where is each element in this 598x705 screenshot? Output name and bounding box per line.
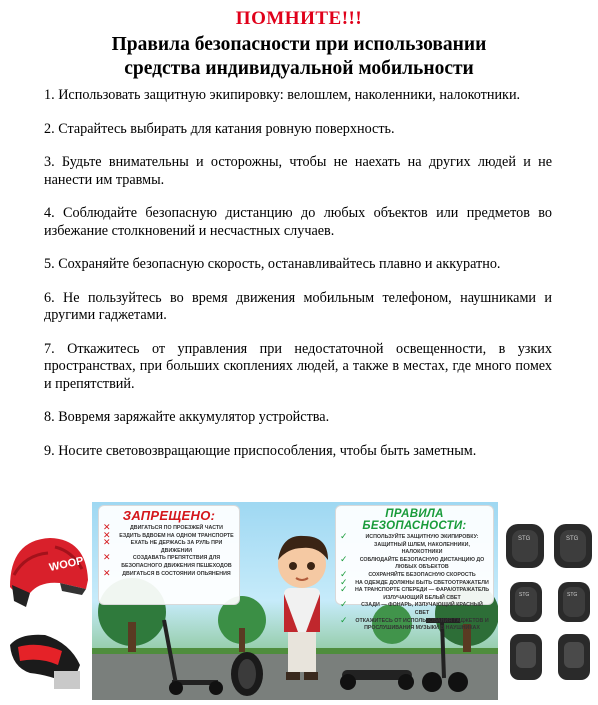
pad-logo: STG [566, 536, 579, 542]
pad-logo: STG [567, 592, 578, 598]
forbidden-item: ✕ ДВИГАТЬСЯ ПО ПРОЕЗЖЕЙ ЧАСТИ [117, 525, 236, 533]
safety-rule-item: ✓ СОХРАНЯЙТЕ БЕЗОПАСНУЮ СКОРОСТЬ [354, 572, 490, 580]
safety-rule-item: ✓ СЗАДИ — ФОНАРЬ, ИЗЛУЧАЮЩИЙ КРАСНЫЙ СВЕТ [354, 602, 490, 617]
rule-item: 6. Не пользуйтесь во время движения мобильным телефоном, наушниками и другими гаджетами. [44, 289, 552, 323]
safety-rule-item: ✓ ИСПОЛЬЗУЙТЕ ЗАЩИТНУЮ ЭКИПИРОВКУ: ЗАЩИТНЫЙ ШЛЕМ, НАКОЛЕННИКИ, НАЛОКОТНИКИ [354, 534, 490, 557]
pads-illustration [500, 510, 598, 700]
elbow-pad-icon [510, 582, 542, 622]
helmet-illustration [0, 525, 92, 700]
rules-list [44, 87, 552, 476]
rule-item: 4. Соблюдайте безопасную дистанцию до любых объектов или предметов во избежание столкновений и несчастных случаев. [44, 205, 552, 239]
forbidden-title: ЗАПРЕЩЕНО: [122, 508, 216, 523]
forbidden-panel [98, 505, 240, 605]
protective-gear-right [500, 510, 598, 700]
elbow-pad-icon [558, 582, 590, 622]
glove-icon [510, 634, 542, 680]
rule-item: 3. Будьте внимательны и осторожны, чтобы не наехать на других людей и не нанести им травмы. [44, 154, 552, 188]
glove-icon [558, 634, 590, 680]
safety-rules-panel [335, 505, 494, 632]
rule-item: 7. Откажитесь от управления при недостаточной освещенности, в узких пространствах, при больших скоплениях людей, а также в местах, где много помех и препятствий. [44, 340, 552, 392]
knee-pad-icon [506, 524, 544, 568]
safety-rule-item: ✓ НА ОДЕЖДЕ ДОЛЖНЫ БЫТЬ СВЕТООТРАЖАТЕЛИ [354, 580, 490, 588]
forbidden-item: ✕ ЕЗДИТЬ ВДВОЕМ НА ОДНОМ ТРАНСПОРТЕ [117, 533, 236, 541]
forbidden-item: ✕ ДВИГАТЬСЯ В СОСТОЯНИИ ОПЬЯНЕНИЯ [117, 571, 236, 579]
title-line-2: средства индивидуальной мобильности [124, 58, 474, 79]
pad-logo: STG [519, 592, 530, 598]
forbidden-list [99, 525, 239, 578]
rule-item: 9. Носите световозвращающие приспособления, чтобы быть заметным. [44, 442, 477, 459]
forbidden-item: ✕ СОЗДАВАТЬ ПРЕПЯТСТВИЯ ДЛЯ БЕЗОПАСНОГО ДВИЖЕНИЯ ПЕШЕХОДОВ [117, 555, 236, 570]
rule-item: 5. Сохраняйте безопасную скорость, останавливайтесь плавно и аккуратно. [44, 256, 501, 272]
safety-rules-list [336, 534, 493, 633]
safety-rule-item: ✓ НА ТРАНСПОРТЕ СПЕРЕДИ — ФАРА/ОТРАЖАТЕЛЬ ИЗЛУЧАЮЩИЙ БЕЛЫЙ СВЕТ [354, 587, 490, 602]
reminder-heading: ПОМНИТЕ!!! [235, 8, 363, 29]
rule-item: 1. Использовать защитную экипировку: велошлем, наколенники, налокотники. [44, 87, 521, 103]
safety-banner [92, 502, 498, 700]
forbidden-item: ✕ ЕХАТЬ НЕ ДЕРЖАСЬ ЗА РУЛЬ ПРИ ДВИЖЕНИИ [117, 540, 236, 555]
safety-rule-item: ✓ СОБЛЮДАЙТЕ БЕЗОПАСНУЮ ДИСТАНЦИЮ ДО ЛЮБЫХ ОБЪЕКТОВ [354, 557, 490, 572]
protective-gear-left [0, 525, 92, 700]
title-line-1: Правила безопасности при использовании [111, 34, 487, 55]
knee-pad-icon [554, 524, 592, 568]
page-title [0, 33, 598, 81]
pad-logo: STG [518, 536, 531, 542]
monowheel-illustration [231, 652, 263, 696]
safety-rules-title: ПРАВИЛА БЕЗОПАСНОСТИ: [362, 508, 467, 532]
safety-rule-item: ✓ ОТКАЖИТЕСЬ ОТ ИСПОЛЬЗОВАНИЯ ГАДЖЕТОВ И ПРОСЛУШИВАНИЯ МУЗЫКИ В НАУШНИКАХ [354, 618, 490, 633]
helmet-logo: WOOP [48, 554, 85, 574]
rule-item: 2. Старайтесь выбирать для катания ровную поверхность. [44, 120, 395, 137]
rule-item: 8. Вовремя заряжайте аккумулятор устройства. [44, 409, 330, 425]
